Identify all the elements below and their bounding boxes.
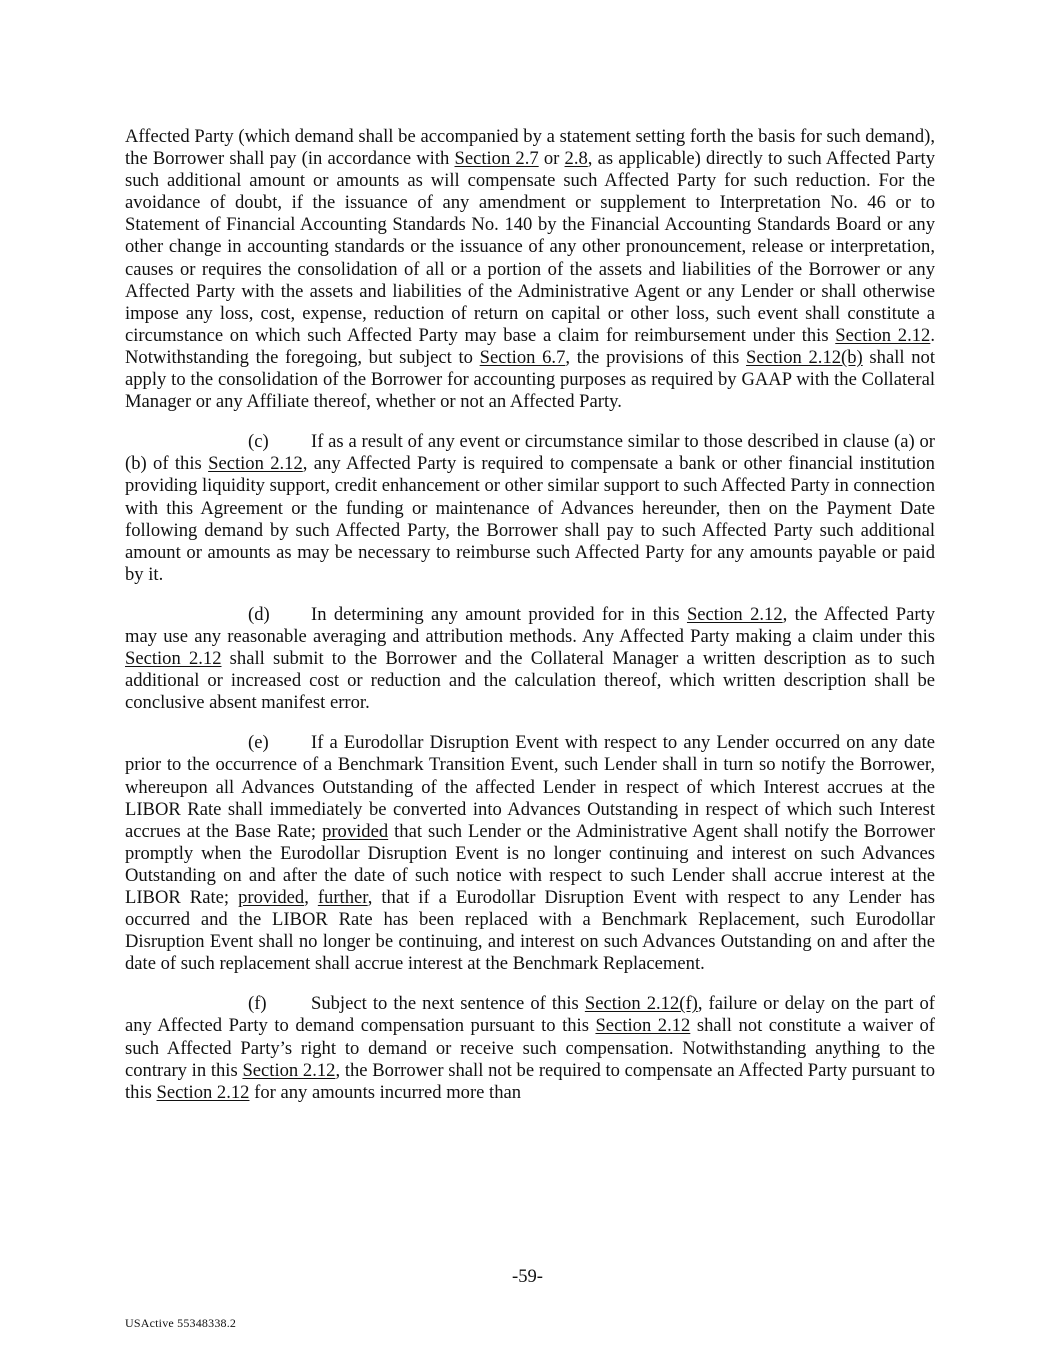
- cross-reference: Section 2.12: [686, 603, 783, 625]
- paragraph-e: [125, 732, 935, 975]
- clause-label: (e): [248, 732, 269, 754]
- paragraph-text: shall submit to the Borrower and the Collateral Manager a written description as to such additional or increased cost or reduction and the calculation thereof, which written description shall be conclusive absent manifest error.: [125, 648, 935, 714]
- cross-reference: Section 2.12: [125, 648, 222, 670]
- cross-reference: Section 2.12: [242, 1059, 336, 1081]
- paragraph-text: If a Eurodollar Disruption Event with respect to any Lender occurred on any date prior to the occurrence of a Benchmark Transition Event, such Lender shall in turn so notify the Borrower, whereupon all Advances Outstanding of the affected Lender in respect of which Interest accrues at the LIBOR Rate shall immediately be converted into Advances Outstanding in respect of which such Interest accrues at the Base Rate;: [125, 732, 935, 842]
- paragraph-text: for any amounts incurred more than: [249, 1081, 522, 1103]
- paragraph-text: , as applicable) directly to such Affected Party such additional amount or amounts as will compensate such Affected Party for such reduction. For the avoidance of doubt, if the issuance of any amendment or supplement to Interpretation No. 46 or to Statement of Financial Accounting Standards No. 140 by the Financial Accounting Standards Board or any other change in accounting standards or the issuance of any other pronouncement, release or interpretation, causes or requires the consolidation of all or a portion of the assets and liabilities of the Borrower or any Affected Party with the assets and liabilities of the Administrative Agent or any Lender or shall otherwise impose any loss, cost, expense, reduction of return on capital or other loss, such event shall constitute a circumstance on which such Affected Party may base a claim for reimbursement under this: [125, 148, 935, 346]
- paragraph-text: or: [538, 148, 565, 170]
- paragraph-text: , that if a Eurodollar Disruption Event with respect to any Lender has occurred and the LIBOR Rate has been replaced with a Benchmark Replacement, such Eurodollar Disruption Event shall no longer be continuing, and interest on such Advances Outstanding on and after the date of such replacement shall accrue interest at the Benchmark Replacement.: [125, 887, 935, 975]
- cross-reference: Section 2.12: [835, 324, 931, 346]
- paragraph-text: . Notwithstanding the foregoing, but subject to: [125, 324, 935, 368]
- cross-reference: 2.8: [564, 148, 588, 170]
- paragraph-text: shall not constitute a waiver of such Affected Party’s right to demand or receive such compensation. Notwithstanding anything to the contrary in this: [125, 1015, 935, 1081]
- cross-reference: Section 2.12: [208, 453, 303, 475]
- paragraph-text: that such Lender or the Administrative Agent shall notify the Borrower promptly when the Eurodollar Disruption Event is no longer continuing and interest on such Advances Outstanding on and after the date of such notice with respect to such Lender shall accrue interest at the LIBOR Rate;: [125, 820, 935, 908]
- cross-reference: provided: [322, 820, 389, 842]
- document-footer-id: USActive 55348338.2: [125, 1316, 237, 1330]
- clause-label: (c): [248, 431, 269, 453]
- paragraph-text: , the Borrower shall not be required to compensate an Affected Party pursuant to this: [125, 1059, 935, 1103]
- cross-reference: provided: [238, 887, 305, 908]
- paragraph-text: , the provisions of this: [565, 346, 747, 368]
- paragraph-text: , the Affected Party may use any reasonable averaging and attribution methods. Any Affected Party making a claim under this: [125, 603, 936, 647]
- paragraph-text: Subject to the next sentence of this: [311, 993, 585, 1015]
- paragraph-text: Affected Party (which demand shall be accompanied by a statement setting forth the basis for such demand), the Borrower shall pay (in accordance with: [125, 126, 935, 170]
- cross-reference: Section 2.12: [156, 1081, 250, 1103]
- paragraph-d: [125, 604, 935, 714]
- paragraph-text: ,: [304, 887, 318, 908]
- paragraph-c: [125, 431, 935, 586]
- paragraph-continuation: [125, 126, 935, 413]
- document-body: [125, 126, 935, 1122]
- cross-reference: Section 2.7: [454, 148, 539, 170]
- cross-reference: further: [317, 887, 368, 908]
- page-number: -59-: [512, 1266, 543, 1287]
- paragraph-f: [125, 993, 935, 1103]
- paragraph-text: , failure or delay on the part of any Affected Party to demand compensation pursuant to this: [125, 993, 935, 1037]
- paragraph-text: , any Affected Party is required to compensate a bank or other financial institution providing liquidity support, credit enhancement or other similar support to such Affected Party in connection with this Agreement or the funding or maintenance of Advances hereunder, then on the Payment Date following demand by such Affected Party, the Borrower shall pay to such Affected Party such additional amount or amounts as may be necessary to reimburse such Affected Party for any amounts payable or paid by it.: [125, 453, 935, 585]
- cross-reference: Section 2.12(f): [584, 993, 698, 1015]
- paragraph-text: If as a result of any event or circumstance similar to those described in clause (a) or (b) of this: [125, 431, 935, 475]
- paragraph-text: shall not apply to the consolidation of the Borrower for accounting purposes as required by GAAP with the Collateral Manager or any Affiliate thereof, whether or not an Affected Party.: [125, 346, 935, 413]
- paragraph-text: In determining any amount provided for in this: [311, 603, 687, 625]
- clause-label: (f): [248, 993, 267, 1015]
- cross-reference: Section 6.7: [479, 346, 566, 368]
- clause-label: (d): [248, 603, 270, 625]
- cross-reference: Section 2.12: [595, 1015, 691, 1037]
- cross-reference: Section 2.12(b): [746, 346, 863, 368]
